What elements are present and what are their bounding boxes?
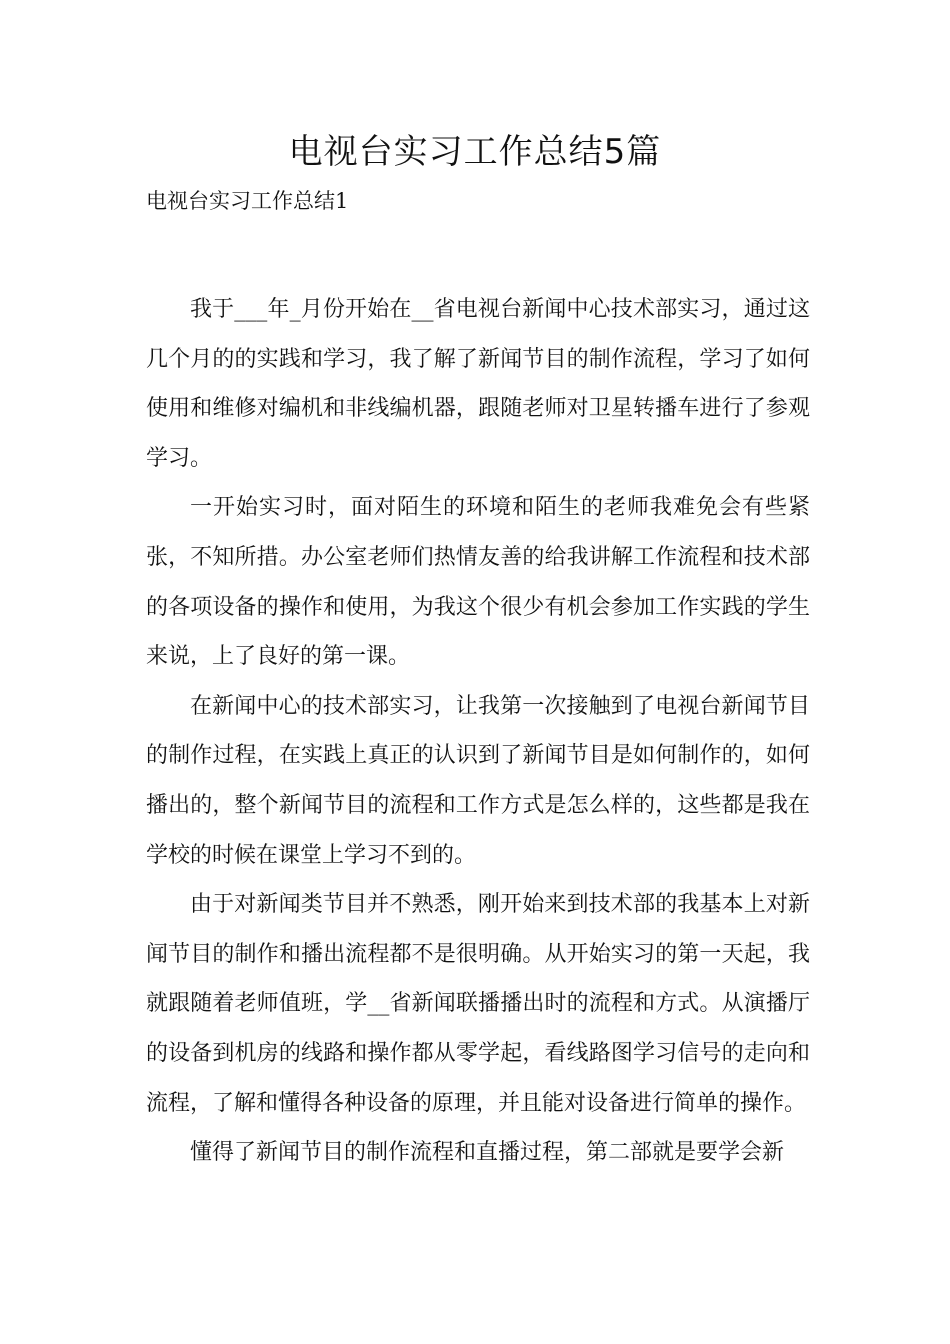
paragraph: 由于对新闻类节目并不熟悉，刚开始来到技术部的我基本上对新闻节目的制作和播出流程都不是很明确。从开始实习的第一天起，我就跟随着老师值班，学__省新闻联播播出时的流程和方式。从演播厅的设备到机房的线路和操作都从零学起，看线路图学习信号的走向和流程，了解和懂得各种设备的原理，并且能对设备进行简单的操作。 [146,892,810,1116]
paragraph: 一开始实习时，面对陌生的环境和陌生的老师我难免会有些紧张，不知所措。办公室老师们热情友善的给我讲解工作流程和技术部的各项设备的操作和使用，为我这个很少有机会参加工作实践的学生来说，上了良好的第一课。 [146,495,810,670]
document-body [146,285,810,1178]
paragraph: 懂得了新闻节目的制作流程和直播过程，第二部就是要学会新 [190,1140,785,1166]
paragraph: 在新闻中心的技术部实习，让我第一次接触到了电视台新闻节目的制作过程，在实践上真正的认识到了新闻节目是如何制作的，如何播出的，整个新闻节目的流程和工作方式是怎么样的，这些都是我在学校的时候在课堂上学习不到的。 [146,693,810,868]
paragraph: 我于___年_月份开始在__省电视台新闻中心技术部实习，通过这几个月的的实践和学习，我了解了新闻节目的制作流程，学习了如何使用和维修对编机和非线编机器，跟随老师对卫星转播车进行了参观学习。 [146,297,810,471]
document-subtitle: 电视台实习工作总结1 [146,189,349,213]
document-title: 电视台实习工作总结5篇 [288,132,662,172]
